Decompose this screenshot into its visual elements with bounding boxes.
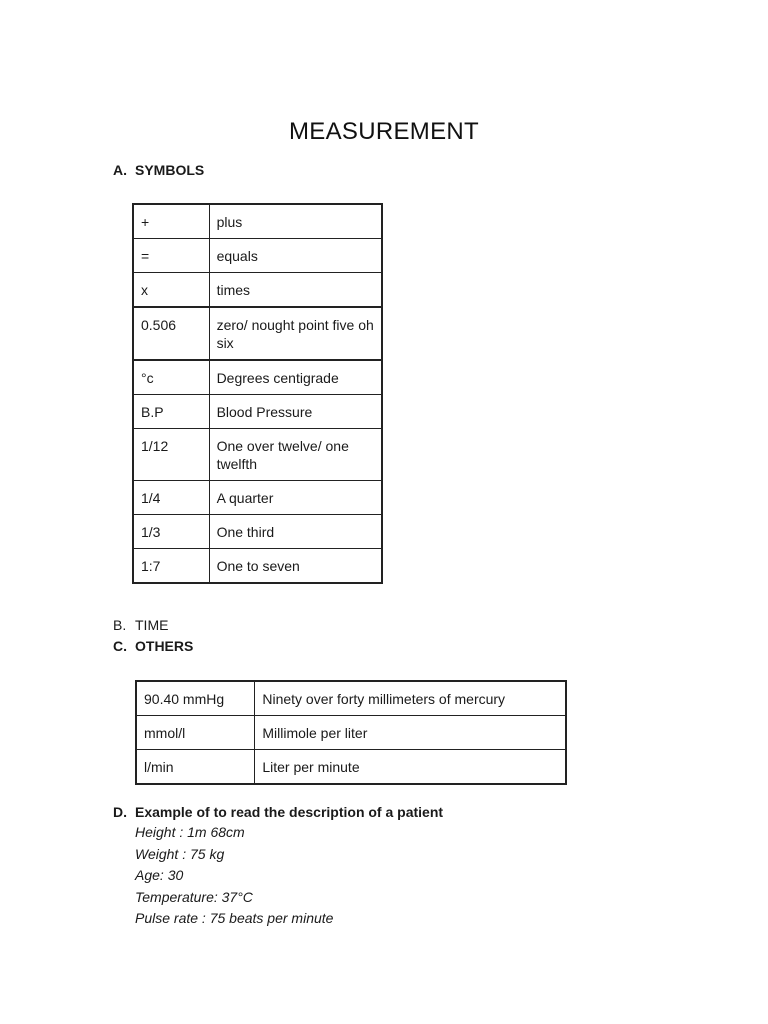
meaning-cell: plus bbox=[209, 204, 382, 239]
meaning-cell: zero/ nought point five oh six bbox=[209, 307, 382, 360]
table-row bbox=[133, 307, 382, 360]
unit-cell: l/min bbox=[136, 750, 255, 785]
meaning-cell: Liter per minute bbox=[255, 750, 566, 785]
meaning-cell: One to seven bbox=[209, 549, 382, 584]
meaning-cell: Millimole per liter bbox=[255, 716, 566, 750]
patient-weight: Weight : 75 kg bbox=[135, 845, 225, 862]
table-row bbox=[133, 239, 382, 273]
section-d-heading bbox=[113, 802, 443, 822]
meaning-cell: Ninety over forty millimeters of mercury bbox=[255, 681, 566, 716]
symbol-cell: 1/4 bbox=[133, 481, 209, 515]
table-row bbox=[136, 681, 566, 716]
symbol-cell: °c bbox=[133, 360, 209, 395]
others-table bbox=[135, 680, 567, 785]
table-row bbox=[133, 204, 382, 239]
section-c-letter: C. bbox=[113, 638, 127, 654]
section-a-title: SYMBOLS bbox=[135, 162, 205, 178]
patient-height: Height : 1m 68cm bbox=[135, 824, 245, 840]
symbol-cell: = bbox=[133, 239, 209, 273]
table-row bbox=[133, 515, 382, 549]
meaning-cell: One over twelve/ one twelfth bbox=[209, 429, 382, 481]
table-row bbox=[136, 750, 566, 785]
page-title: MEASUREMENT bbox=[289, 118, 479, 145]
section-a-letter: A. bbox=[113, 162, 127, 178]
symbols-table bbox=[132, 203, 383, 584]
meaning-cell: equals bbox=[209, 239, 382, 273]
symbol-cell: 0.506 bbox=[133, 307, 209, 360]
patient-description bbox=[135, 822, 333, 930]
unit-cell: 90.40 mmHg bbox=[136, 681, 255, 716]
unit-cell: mmol/l bbox=[136, 716, 255, 750]
patient-age: Age: 30 bbox=[135, 867, 184, 883]
patient-pulse: Pulse rate : 75 beats per minute bbox=[135, 910, 334, 926]
section-c-title: OTHERS bbox=[135, 638, 194, 654]
meaning-cell: times bbox=[209, 273, 382, 308]
table-row bbox=[133, 481, 382, 515]
section-d-letter: D. bbox=[113, 804, 127, 820]
patient-temperature: Temperature: 37°C bbox=[135, 888, 253, 905]
section-a-heading bbox=[113, 160, 204, 180]
meaning-cell: One third bbox=[209, 515, 382, 549]
symbol-cell: x bbox=[133, 273, 209, 308]
table-row bbox=[136, 716, 566, 750]
table-row bbox=[133, 360, 382, 395]
section-b-letter: B. bbox=[113, 617, 127, 633]
symbol-cell: 1:7 bbox=[133, 549, 209, 584]
table-row bbox=[133, 429, 382, 481]
section-b-title: TIME bbox=[135, 617, 169, 633]
table-row bbox=[133, 549, 382, 584]
meaning-cell: Degrees centigrade bbox=[209, 360, 382, 395]
table-row bbox=[133, 273, 382, 308]
symbol-cell: + bbox=[133, 204, 209, 239]
section-d-title: Example of to read the description of a patient bbox=[135, 804, 444, 820]
section-c-heading bbox=[113, 636, 193, 656]
symbol-cell: 1/12 bbox=[133, 429, 209, 481]
table-row bbox=[133, 395, 382, 429]
meaning-cell: Blood Pressure bbox=[209, 395, 382, 429]
meaning-cell: A quarter bbox=[209, 481, 382, 515]
symbol-cell: 1/3 bbox=[133, 515, 209, 549]
symbol-cell: B.P bbox=[133, 395, 209, 429]
section-b-heading bbox=[113, 615, 168, 635]
